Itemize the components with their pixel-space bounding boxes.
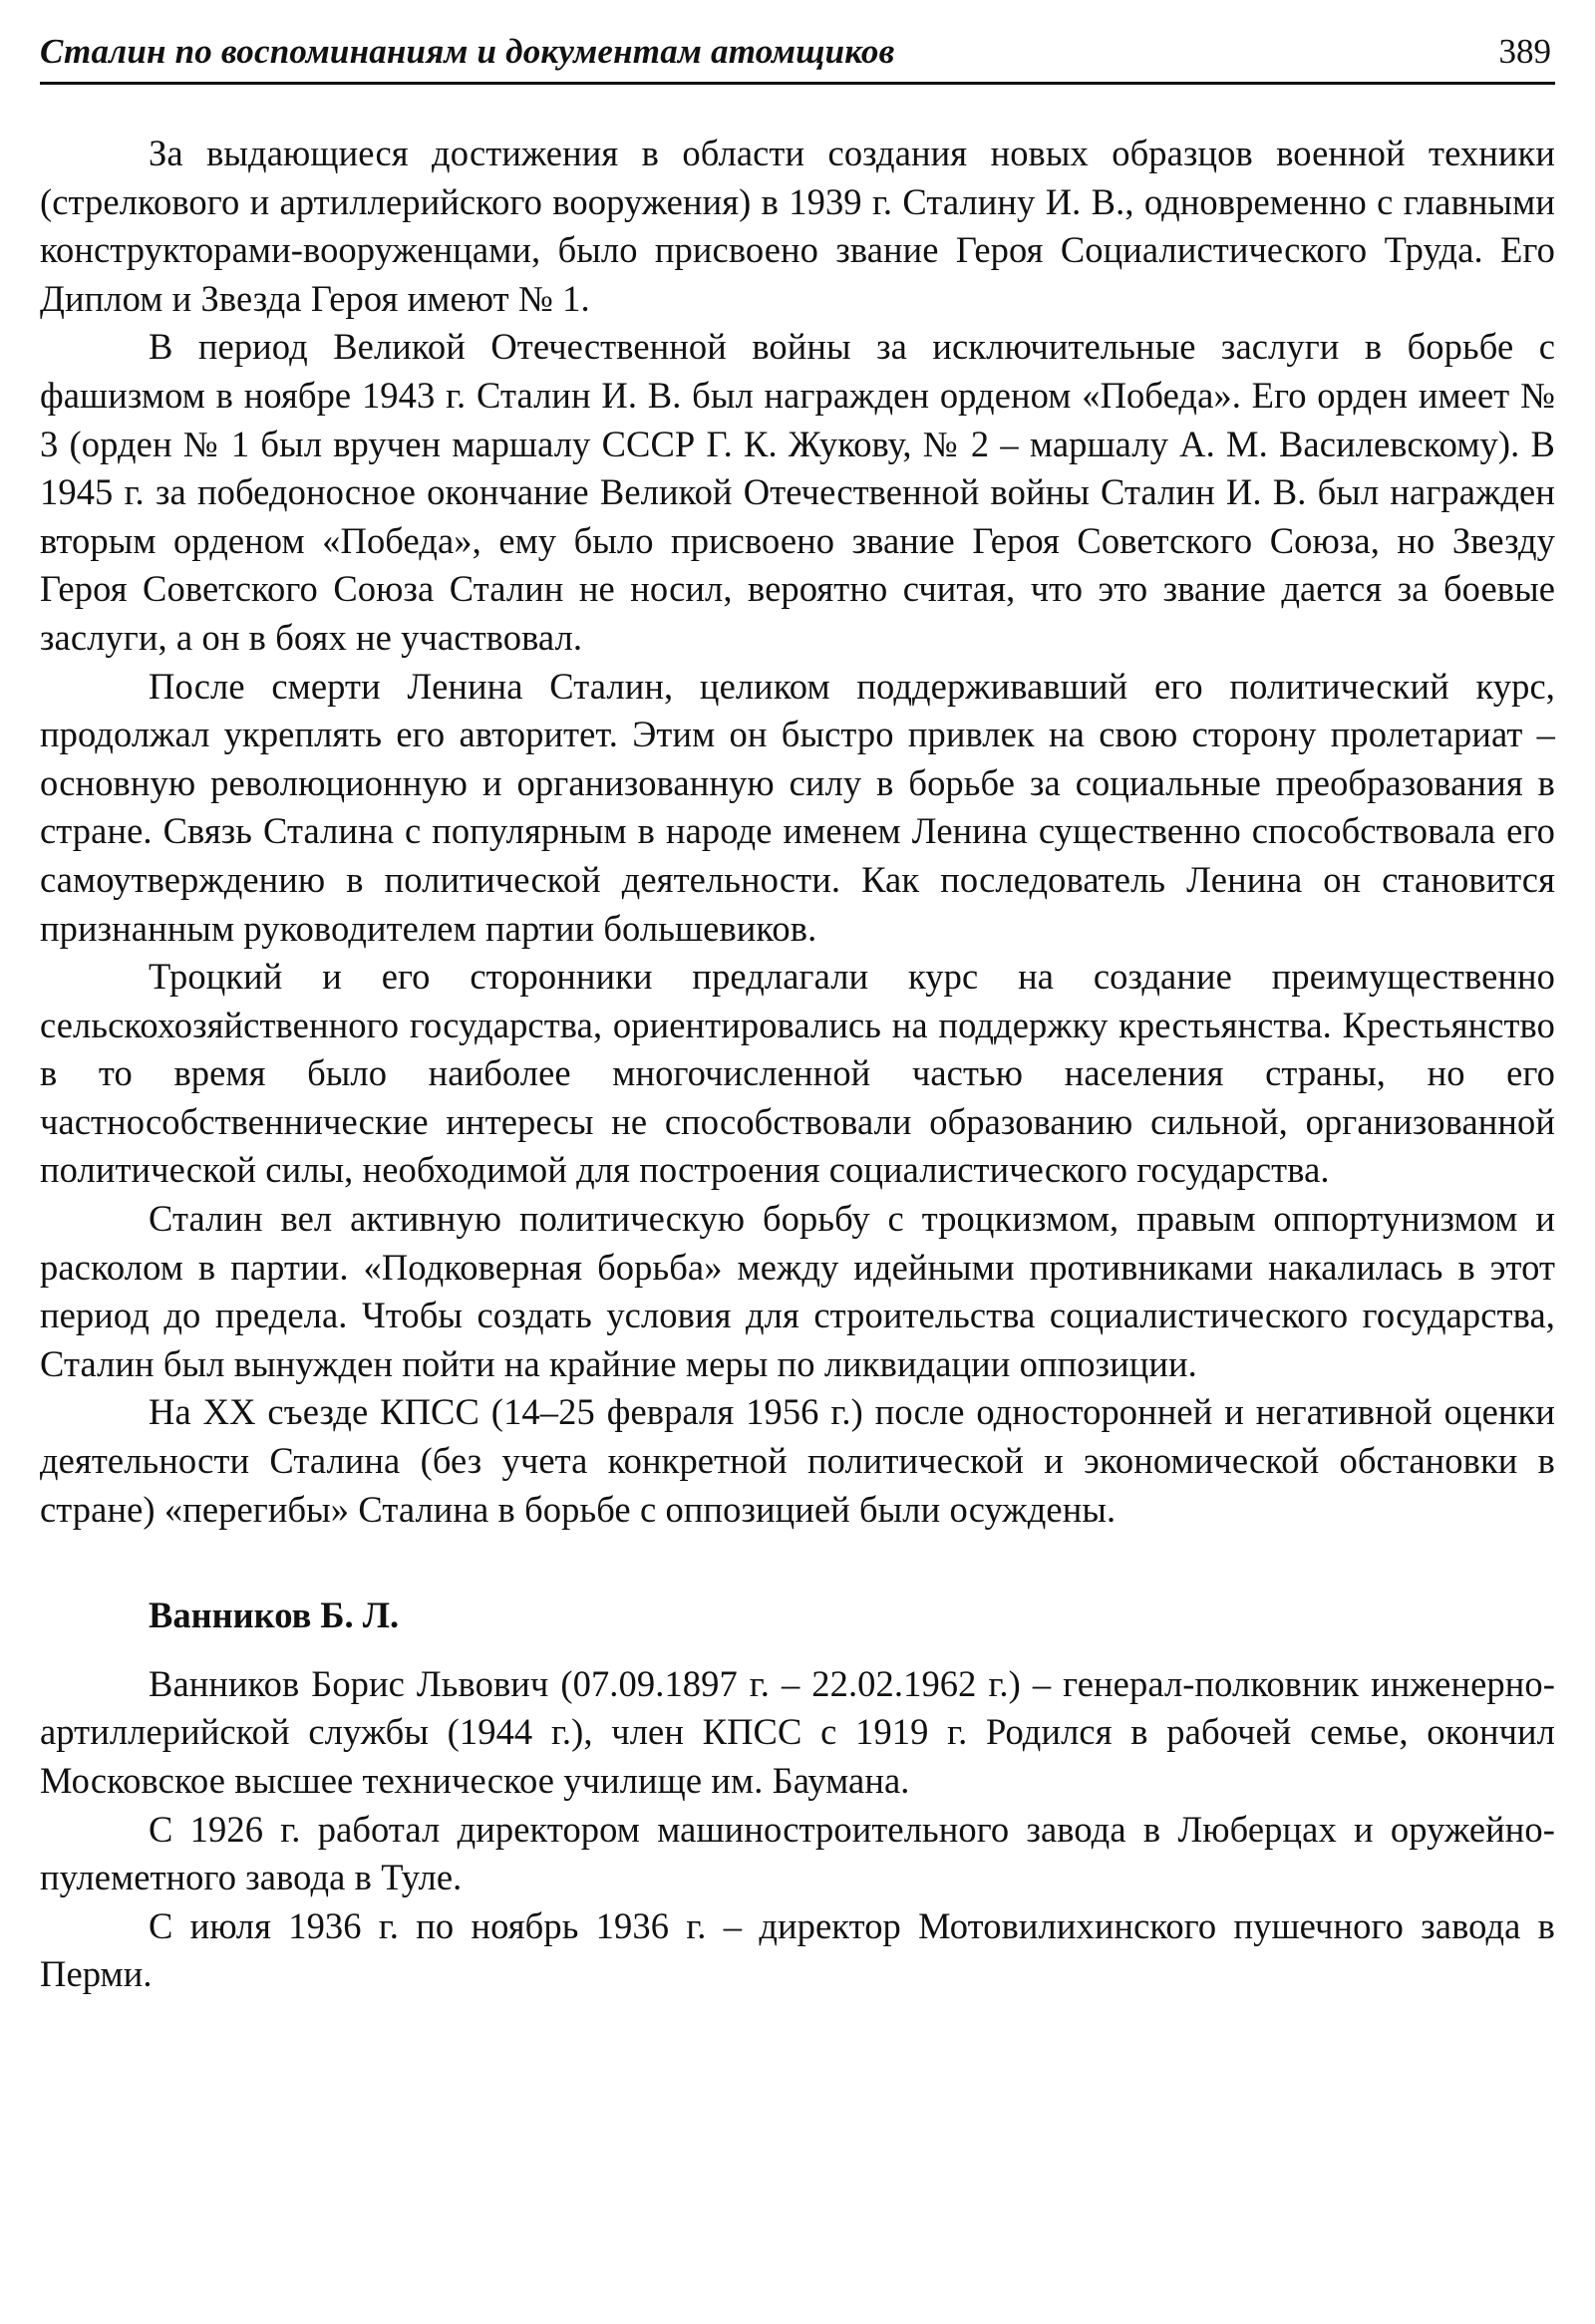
body-text	[40, 130, 1555, 1999]
paragraph-vannikov-1936: С июля 1936 г. по ноябрь 1936 г. – директор Мотовилихинского пушечного завода в Перми.	[40, 1904, 1555, 1995]
paragraph-trotsky: Троцкий и его сторонники предлагали курс на создание преимущественно сельскохозяйственного государства, ориентировались на поддержку крестьянства. Крестьянство в то время было наиболее многочисленной частью населения страны, но его частнособственнические интересы не способствовали образованию сильной, организованной политической силы, необходимой для построения социалистического государства.	[40, 956, 1555, 1191]
page-number: 389	[1498, 32, 1551, 71]
paragraph-after-lenin: После смерти Ленина Сталин, целиком поддерживавший его политический курс, продолжал укреплять его авторитет. Этим он быстро привлек на свою сторону пролетариат – основную революционную и организованную силу в борьбе за социальные преобразования в стране. Связь Сталина с популярным в народе именем Ленина существенно способствовала его самоутверждению в политической деятельности. Как последователь Ленина он становится признанным руководителем партии большевиков.	[40, 665, 1555, 949]
paragraph-order-victory: В период Великой Отечественной войны за исключительные заслуги в борьбе с фашизмом в ноябре 1943 г. Сталин И. В. был награжден орденом «Победа». Его орден имеет № 3 (орден № 1 был вручен маршалу СССР Г. К. Жукову, № 2 – маршалу А. М. Василевскому). В 1945 г. за победоносное окончание Великой Отечественной войны Сталин И. В. был награжден вторым орденом «Победа», ему было присвоено звание Героя Советского Союза, но Звезду Героя Советского Союза Сталин не носил, вероятно считая, что это звание дается за боевые заслуги, а он в боях не участвовал.	[40, 326, 1555, 658]
running-title: Сталин по воспоминаниям и документам атомщиков	[40, 32, 895, 71]
paragraph-vannikov-1926: С 1926 г. работал директором машиностроительного завода в Люберцах и оружейно-пулеметного завода в Туле.	[40, 1808, 1555, 1898]
section-spacer	[40, 1534, 1555, 1592]
paragraph-xx-congress: На XX съезде КПСС (14–25 февраля 1956 г.) после односторонней и негативной оценки деятельности Сталина (без учета конкретной политической и экономической обстановки в стране) «перегибы» Сталина в борьбе с оппозицией были осуждены.	[40, 1391, 1555, 1530]
paragraph-vannikov-bio: Ванников Борис Львович (07.09.1897 г. – 22.02.1962 г.) – генерал-полковник инженерно-артиллерийской службы (1944 г.), член КПСС с 1919 г. Родился в рабочей семье, окончил Московское высшее техническое училище им. Баумана.	[40, 1662, 1555, 1801]
section-heading-vannikov: Ванников Б. Л.	[149, 1595, 400, 1636]
paragraph-political-struggle: Сталин вел активную политическую борьбу с троцкизмом, правым оппортунизмом и расколом в партии. «Подковерная борьба» между идейными противниками накалилась в этот период до предела. Чтобы создать условия для строительства социалистического государства, Сталин был вынужден пойти на крайние меры по ликвидации оппозиции.	[40, 1198, 1555, 1384]
paragraph-hero-labor: За выдающиеся достижения в области создания новых образцов военной техники (стрелкового и артиллерийского вооружения) в 1939 г. Сталину И. В., одновременно с главными конструкторами-вооруженцами, было присвоено звание Героя Социалистического Труда. Его Диплом и Звезда Героя имеют № 1.	[40, 133, 1555, 319]
running-header	[40, 28, 1555, 85]
book-page	[40, 0, 1555, 2324]
